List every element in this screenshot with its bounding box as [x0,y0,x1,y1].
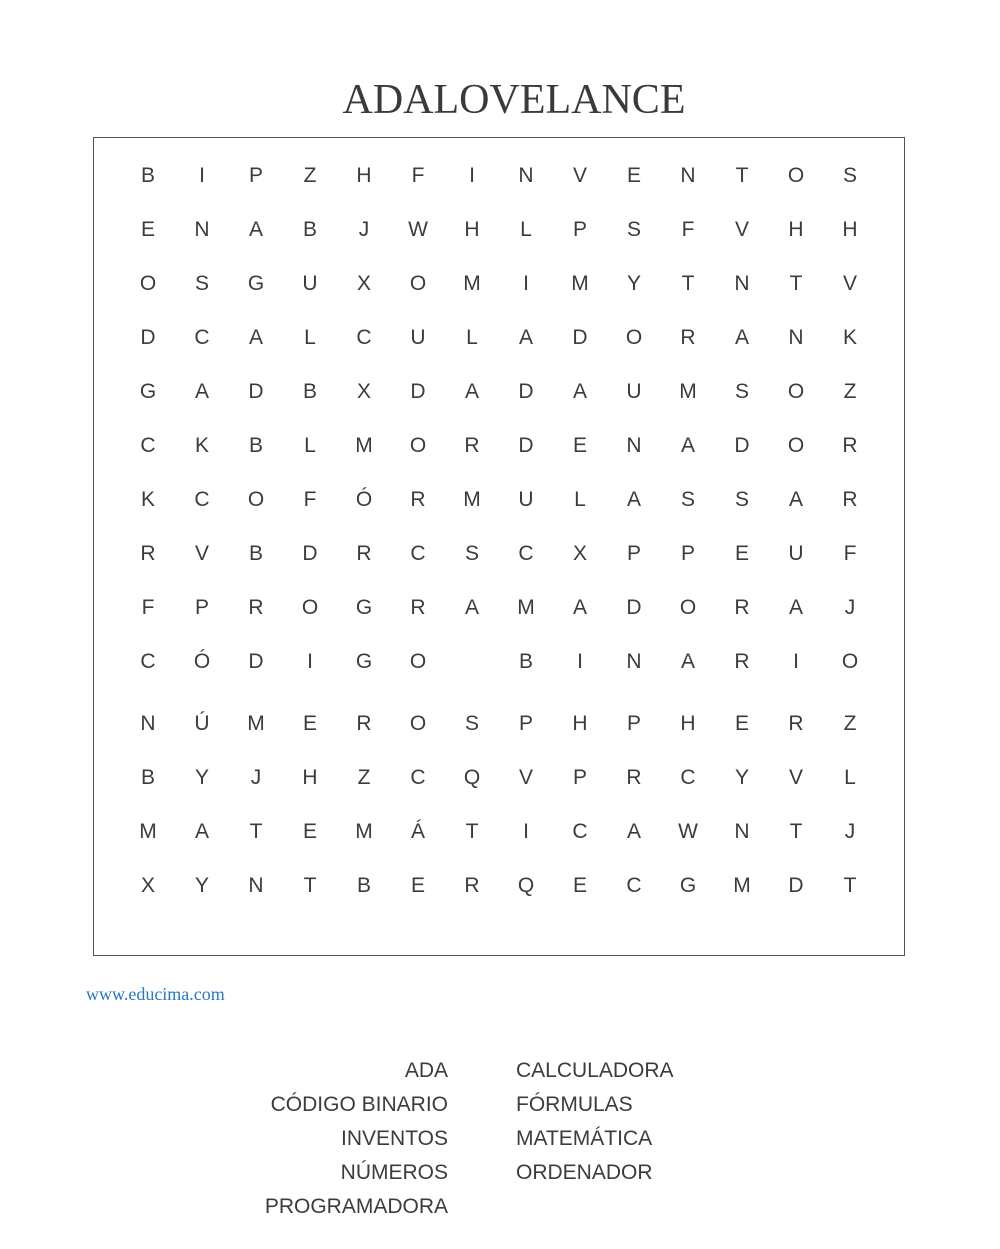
grid-cell: A [734,326,749,349]
grid-cell: N [518,164,534,187]
grid-cell: U [410,326,426,349]
grid-cell: D [302,542,318,565]
grid-cell: O [409,272,427,295]
grid-cell: I [793,650,799,673]
grid-cell: T [789,820,803,843]
grid-cell: A [464,596,479,619]
grid-cell: O [625,326,643,349]
grid-cell: N [734,820,750,843]
grid-cell: R [410,596,426,619]
grid-cell: B [248,542,263,565]
grid-cell: Q [463,766,481,789]
grid-cell: M [463,488,481,511]
grid-cell: M [355,434,373,457]
grid-cell: E [410,874,425,897]
grid-cell: D [518,380,534,403]
grid-cell: R [626,766,642,789]
grid-cell: L [520,218,532,241]
grid-cell: N [788,326,804,349]
grid-cell: Ú [194,712,210,735]
grid-cell: G [355,596,373,619]
grid-cell: M [571,272,589,295]
grid-cell: G [247,272,265,295]
grid-cell: Q [517,874,535,897]
grid-cell: L [304,326,316,349]
grid-cell: B [302,380,317,403]
grid-cell: P [626,712,641,735]
grid-cell: H [842,218,858,241]
grid-cell: S [842,164,857,187]
grid-cell: R [734,596,750,619]
grid-cell: Y [626,272,641,295]
word-list-item: ORDENADOR [516,1161,653,1184]
grid-cell: D [518,434,534,457]
grid-cell: U [302,272,318,295]
grid-cell: G [355,650,373,673]
grid-cell: T [735,164,749,187]
grid-cell: D [734,434,750,457]
grid-cell: J [250,766,262,789]
grid-cell: R [356,542,372,565]
grid-cell: V [788,766,803,789]
grid-cell: A [680,650,695,673]
grid-cell: P [572,218,587,241]
grid-cell: J [358,218,370,241]
grid-cell: P [518,712,533,735]
grid-cell: A [572,380,587,403]
grid-cell: P [248,164,263,187]
grid-cell: R [248,596,264,619]
grid-cell: M [355,820,373,843]
grid-cell: O [841,650,859,673]
grid-cell: L [844,766,856,789]
word-list-item: CALCULADORA [516,1059,674,1082]
grid-cell: F [303,488,317,511]
grid-cell: D [572,326,588,349]
grid-cell: S [464,712,479,735]
grid-cell: W [408,218,428,241]
grid-cell: C [410,542,426,565]
word-list-item: FÓRMULAS [516,1093,633,1116]
grid-cell: E [572,434,587,457]
grid-cell: B [140,164,155,187]
grid-cell: O [787,434,805,457]
grid-cell: D [248,380,264,403]
word-search-grid [93,137,905,956]
page-title: ADALOVELANCE [342,77,686,123]
grid-cell: H [302,766,318,789]
word-list-item: CÓDIGO BINARIO [270,1093,448,1116]
word-list-item: PROGRAMADORA [264,1195,448,1218]
grid-cell: O [409,434,427,457]
grid-cell: D [788,874,804,897]
grid-cell: P [680,542,695,565]
grid-cell: S [680,488,695,511]
grid-cell: I [307,650,313,673]
grid-cell: V [842,272,857,295]
grid-cell: A [626,820,641,843]
grid-cell: I [577,650,583,673]
grid-cell: I [523,820,529,843]
grid-cell: H [356,164,372,187]
grid-cell: F [141,596,155,619]
grid-cell: A [788,596,803,619]
website-link[interactable]: www.educima.com [86,984,225,1004]
grid-cell: K [194,434,209,457]
word-list-item: INVENTOS [341,1127,448,1150]
grid-cell: Y [194,874,209,897]
grid-cell: C [680,766,696,789]
grid-cell: P [194,596,209,619]
grid-cell: L [574,488,586,511]
grid-cell: M [733,874,751,897]
word-list-item: ADA [404,1059,448,1082]
grid-cell: Z [843,712,857,735]
grid-cell: Ó [193,650,211,673]
grid-cell: J [844,820,856,843]
grid-cell: A [518,326,533,349]
grid-cell: H [680,712,696,735]
grid-cell: O [787,380,805,403]
grid-cell: E [572,874,587,897]
grid-cell: P [572,766,587,789]
grid-cell: R [842,434,858,457]
grid-cell: C [194,488,210,511]
grid-cell: C [356,326,372,349]
grid-cell: V [734,218,749,241]
grid-cell: Z [357,766,371,789]
grid-cell: I [523,272,529,295]
grid-cell: R [842,488,858,511]
grid-cell: M [463,272,481,295]
grid-cell: X [140,874,155,897]
grid-cell: R [410,488,426,511]
grid-cell: K [140,488,155,511]
grid-cell: O [409,650,427,673]
grid-cell: R [356,712,372,735]
grid-cell: A [194,380,209,403]
grid-cell: E [626,164,641,187]
grid-cell: Á [410,820,425,843]
grid-cell: Y [194,766,209,789]
grid-cell: I [469,164,475,187]
grid-cell: H [572,712,588,735]
grid-cell: E [734,542,749,565]
grid-cell: C [194,326,210,349]
grid-cell: G [139,380,157,403]
grid-cell: C [626,874,642,897]
grid-cell: P [626,542,641,565]
grid-cell: B [248,434,263,457]
grid-cell: S [734,488,749,511]
grid-cell: R [464,874,480,897]
grid-cell: D [626,596,642,619]
grid-cell: T [249,820,263,843]
grid-cell: A [788,488,803,511]
grid-cell: V [518,766,533,789]
grid-cell: Y [734,766,749,789]
grid-cell: B [140,766,155,789]
grid-cell: T [843,874,857,897]
grid-cell: R [140,542,156,565]
grid-cell: B [356,874,371,897]
grid-cell: E [140,218,155,241]
grid-cell: D [140,326,156,349]
grid-cell: E [302,820,317,843]
grid-cell: A [248,218,263,241]
grid-cell: T [465,820,479,843]
grid-cell: M [679,380,697,403]
grid-cell: C [572,820,588,843]
grid-cell: N [680,164,696,187]
grid-cell: C [410,766,426,789]
grid-cell: O [679,596,697,619]
grid-cell: B [302,218,317,241]
grid-cell: T [789,272,803,295]
grid-cell: N [626,650,642,673]
grid-cell: A [194,820,209,843]
grid-cell: O [301,596,319,619]
word-list-item: NÚMEROS [340,1161,448,1184]
grid-cell: N [626,434,642,457]
grid-cell: Z [843,380,857,403]
grid-cell: L [466,326,478,349]
grid-cell: F [843,542,857,565]
grid-cell: U [626,380,642,403]
grid-cell: Z [303,164,317,187]
grid-cell: O [139,272,157,295]
grid-cell: O [787,164,805,187]
grid-cell: S [464,542,479,565]
grid-cell: G [679,874,697,897]
grid-cell: B [518,650,533,673]
grid-cell: M [247,712,265,735]
grid-cell: X [356,272,371,295]
grid-cell: A [626,488,641,511]
grid-cell: R [680,326,696,349]
grid-cell: A [464,380,479,403]
grid-cell: M [517,596,535,619]
grid-cell: C [140,650,156,673]
grid-cell: I [199,164,205,187]
grid-cell: H [788,218,804,241]
grid-cell: K [842,326,857,349]
grid-cell: V [194,542,209,565]
grid-cell: X [356,380,371,403]
grid-cell: C [140,434,156,457]
grid-cell: S [626,218,641,241]
grid-cell: C [518,542,534,565]
grid-cell: O [247,488,265,511]
grid-cell: W [678,820,698,843]
grid-cell: A [572,596,587,619]
grid-cell: A [680,434,695,457]
grid-cell: F [411,164,425,187]
grid-cell: E [734,712,749,735]
grid-cell: M [139,820,157,843]
word-list-item: MATEMÁTICA [516,1127,653,1150]
grid-cell: N [194,218,210,241]
grid-cell: F [681,218,695,241]
grid-cell: R [464,434,480,457]
grid-cell [452,647,492,677]
grid-cell: S [194,272,209,295]
grid-cell: Ó [355,488,373,511]
grid-cell: N [734,272,750,295]
grid-cell: D [410,380,426,403]
grid-cell: N [140,712,156,735]
grid-cell: R [734,650,750,673]
grid-cell: O [409,712,427,735]
grid-cell: L [304,434,316,457]
grid-cell: X [572,542,587,565]
grid-cell: U [518,488,534,511]
grid-cell: E [302,712,317,735]
grid-cell: J [844,596,856,619]
grid-cell: V [572,164,587,187]
grid-cell: T [303,874,317,897]
grid-cell: D [248,650,264,673]
grid-cell: S [734,380,749,403]
grid-cell: N [248,874,264,897]
grid-cell: U [788,542,804,565]
grid-cell: A [248,326,263,349]
grid-cell: R [788,712,804,735]
grid-cell: T [681,272,695,295]
grid-cell: H [464,218,480,241]
